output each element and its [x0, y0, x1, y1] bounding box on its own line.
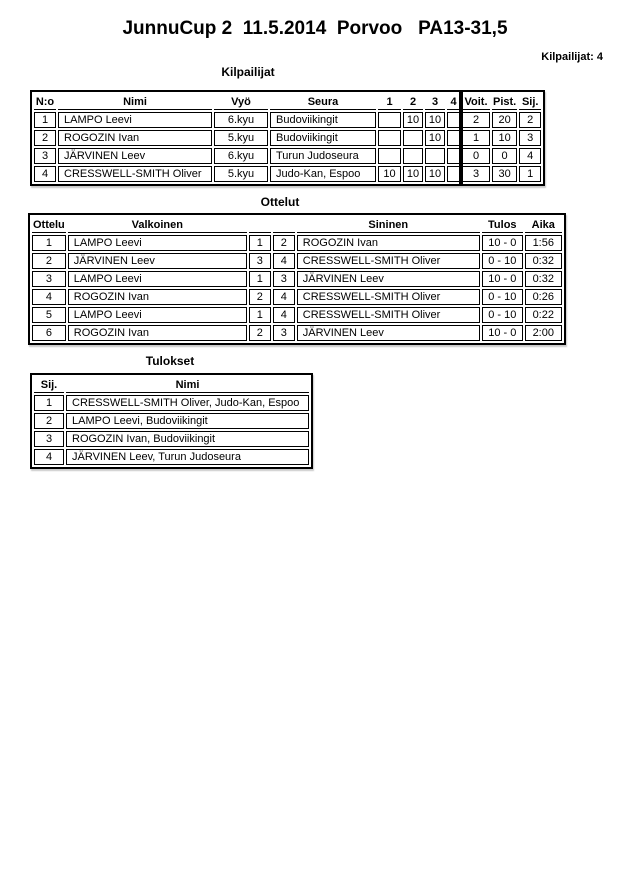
cell-score: 10 - 0	[482, 271, 523, 287]
cell-name-club: LAMPO Leevi, Budoviikingit	[66, 413, 309, 429]
cell-vyo: 6.kyu	[214, 148, 268, 164]
table-row	[32, 325, 562, 341]
cell-blue-name: CRESSWELL-SMITH Oliver	[297, 253, 480, 269]
cell-opp2	[403, 130, 423, 146]
kilpailijat-table	[30, 90, 545, 186]
cell-white-name: ROGOZIN Ivan	[68, 289, 247, 305]
cell-white-name: LAMPO Leevi	[68, 235, 247, 251]
cell-blue-name: CRESSWELL-SMITH Oliver	[297, 307, 480, 323]
cell-white-no: 2	[249, 289, 271, 305]
cell-blue-no: 2	[273, 235, 295, 251]
cell-opp2	[403, 148, 423, 164]
cell-score: 10 - 0	[482, 235, 523, 251]
header-aika: Aika	[525, 217, 562, 233]
cell-no: 4	[34, 166, 56, 182]
cell-match-no: 4	[32, 289, 66, 305]
cell-opp1	[378, 148, 401, 164]
tulokset-heading: Tulokset	[145, 354, 195, 368]
tulokset-table-wrap	[30, 373, 313, 469]
cell-name-club: CRESSWELL-SMITH Oliver, Judo-Kan, Espoo	[66, 395, 309, 411]
header-opp4: 4	[447, 94, 460, 110]
header-vyo: Vyö	[214, 94, 268, 110]
cell-opp3: 10	[425, 166, 445, 182]
cell-seura: Turun Judoseura	[270, 148, 376, 164]
cell-white-no: 1	[249, 271, 271, 287]
cell-score: 0 - 10	[482, 289, 523, 305]
cell-match-no: 5	[32, 307, 66, 323]
header-no: N:o	[34, 94, 56, 110]
cell-score: 10 - 0	[482, 325, 523, 341]
header-sij: Sij.	[34, 377, 64, 393]
cell-vyo: 5.kyu	[214, 130, 268, 146]
cell-sij: 2	[519, 112, 541, 128]
header-seura: Seura	[270, 94, 376, 110]
cell-match-no: 1	[32, 235, 66, 251]
cell-blue-no: 3	[273, 325, 295, 341]
cell-blue-no: 4	[273, 307, 295, 323]
cell-vyo: 5.kyu	[214, 166, 268, 182]
cell-match-no: 6	[32, 325, 66, 341]
cell-seura: Judo-Kan, Espoo	[270, 166, 376, 182]
kilpailijat-heading: Kilpailijat	[221, 65, 275, 79]
cell-opp1	[378, 112, 401, 128]
table-row	[32, 235, 562, 251]
cell-white-no: 1	[249, 307, 271, 323]
page-title: JunnuCup 2 11.5.2014 Porvoo PA13-31,5	[122, 18, 508, 39]
table-row	[34, 395, 309, 411]
cell-no: 1	[34, 112, 56, 128]
cell-nimi: CRESSWELL-SMITH Oliver	[58, 166, 212, 182]
cell-blue-name: CRESSWELL-SMITH Oliver	[297, 289, 480, 305]
table-row	[34, 148, 541, 164]
cell-blue-name: JÄRVINEN Leev	[297, 271, 480, 287]
cell-blue-name: JÄRVINEN Leev	[297, 325, 480, 341]
cell-no: 3	[34, 148, 56, 164]
cell-seura: Budoviikingit	[270, 112, 376, 128]
tulokset-table	[30, 373, 313, 469]
cell-voit: 0	[462, 148, 490, 164]
tulokset-header-row	[34, 377, 309, 393]
cell-match-no: 3	[32, 271, 66, 287]
cell-pist: 20	[492, 112, 517, 128]
cell-pist: 10	[492, 130, 517, 146]
cell-time: 0:26	[525, 289, 562, 305]
table-row	[34, 130, 541, 146]
table-row	[34, 431, 309, 447]
table-row	[32, 289, 562, 305]
cell-sij: 3	[519, 130, 541, 146]
cell-seura: Budoviikingit	[270, 130, 376, 146]
cell-time: 0:32	[525, 253, 562, 269]
cell-rank: 4	[34, 449, 64, 465]
header-valkoinen: Valkoinen	[68, 217, 247, 233]
cell-voit: 1	[462, 130, 490, 146]
cell-match-no: 2	[32, 253, 66, 269]
kilpailijat-header-row	[34, 94, 541, 110]
cell-nimi: ROGOZIN Ivan	[58, 130, 212, 146]
cell-pist: 30	[492, 166, 517, 182]
table-row	[32, 271, 562, 287]
cell-rank: 2	[34, 413, 64, 429]
cell-white-name: JÄRVINEN Leev	[68, 253, 247, 269]
cell-opp2: 10	[403, 112, 423, 128]
cell-blue-no: 4	[273, 289, 295, 305]
cell-opp3	[425, 148, 445, 164]
cell-blue-no: 3	[273, 271, 295, 287]
score-group-separator	[459, 90, 463, 186]
table-row	[34, 449, 309, 465]
ottelut-header-row	[32, 217, 562, 233]
table-row	[34, 166, 541, 182]
header-sij: Sij.	[519, 94, 541, 110]
cell-white-name: LAMPO Leevi	[68, 307, 247, 323]
cell-white-no: 1	[249, 235, 271, 251]
cell-score: 0 - 10	[482, 307, 523, 323]
cell-vyo: 6.kyu	[214, 112, 268, 128]
header-opp3: 3	[425, 94, 445, 110]
cell-time: 1:56	[525, 235, 562, 251]
cell-rank: 3	[34, 431, 64, 447]
cell-voit: 3	[462, 166, 490, 182]
header-sininen: Sininen	[297, 217, 480, 233]
ottelut-heading: Ottelut	[260, 195, 300, 209]
ottelut-table-wrap	[28, 213, 566, 345]
header-opp1: 1	[378, 94, 401, 110]
cell-score: 0 - 10	[482, 253, 523, 269]
cell-name-club: ROGOZIN Ivan, Budoviikingit	[66, 431, 309, 447]
header-ottelu: Ottelu	[32, 217, 66, 233]
cell-rank: 1	[34, 395, 64, 411]
header-pist: Pist.	[492, 94, 517, 110]
cell-blue-name: ROGOZIN Ivan	[297, 235, 480, 251]
header-voit: Voit.	[462, 94, 490, 110]
header-opp2: 2	[403, 94, 423, 110]
cell-nimi: LAMPO Leevi	[58, 112, 212, 128]
cell-opp3: 10	[425, 112, 445, 128]
ottelut-table	[28, 213, 566, 345]
header-nimi: Nimi	[58, 94, 212, 110]
cell-time: 0:32	[525, 271, 562, 287]
cell-pist: 0	[492, 148, 517, 164]
header-white-number	[249, 217, 271, 233]
cell-sij: 4	[519, 148, 541, 164]
table-row	[34, 413, 309, 429]
cell-blue-no: 4	[273, 253, 295, 269]
table-row	[32, 253, 562, 269]
header-tulos: Tulos	[482, 217, 523, 233]
cell-opp1: 10	[378, 166, 401, 182]
cell-white-name: ROGOZIN Ivan	[68, 325, 247, 341]
cell-sij: 1	[519, 166, 541, 182]
cell-white-no: 2	[249, 325, 271, 341]
cell-opp1	[378, 130, 401, 146]
table-row	[34, 112, 541, 128]
cell-nimi: JÄRVINEN Leev	[58, 148, 212, 164]
competitors-count-label: Kilpailijat: 4	[541, 51, 603, 63]
table-row	[32, 307, 562, 323]
cell-name-club: JÄRVINEN Leev, Turun Judoseura	[66, 449, 309, 465]
cell-white-name: LAMPO Leevi	[68, 271, 247, 287]
cell-time: 2:00	[525, 325, 562, 341]
cell-time: 0:22	[525, 307, 562, 323]
cell-white-no: 3	[249, 253, 271, 269]
cell-opp3: 10	[425, 130, 445, 146]
header-nimi: Nimi	[66, 377, 309, 393]
cell-voit: 2	[462, 112, 490, 128]
cell-opp2: 10	[403, 166, 423, 182]
cell-no: 2	[34, 130, 56, 146]
header-blue-number	[273, 217, 295, 233]
kilpailijat-table-wrap	[30, 90, 545, 186]
